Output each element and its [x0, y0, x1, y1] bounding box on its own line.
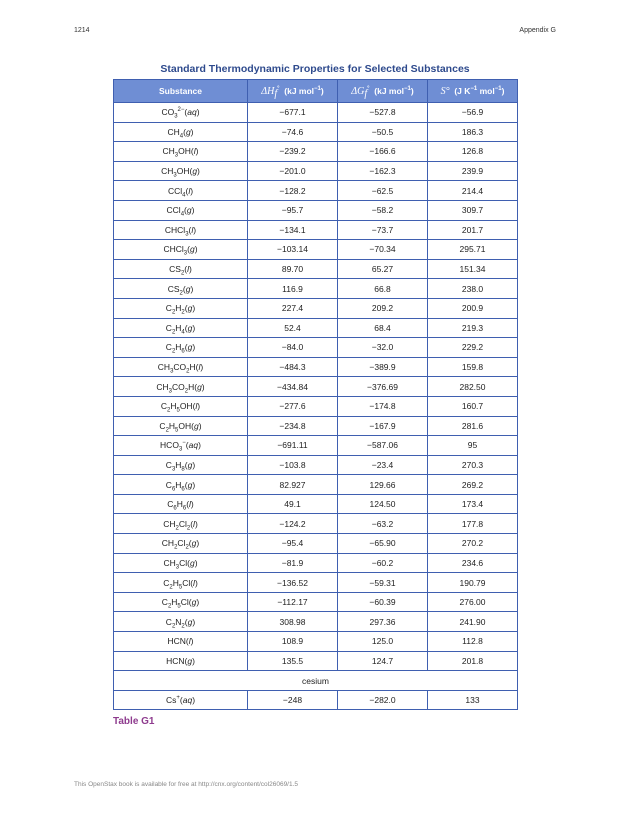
table-row	[114, 651, 518, 671]
entropy-cell: 173.4	[428, 494, 518, 514]
substance-cell: $CS_2(g)$	[114, 279, 248, 299]
gibbs-cell: 124.50	[338, 494, 428, 514]
table-title: Standard Thermodynamic Properties for Selected Substances	[160, 63, 470, 75]
section-label: cesium	[114, 671, 518, 691]
table-row	[114, 279, 518, 299]
table-caption: Table G1	[113, 716, 155, 727]
entropy-cell: 201.7	[428, 220, 518, 240]
table-row	[114, 514, 518, 534]
table-row	[114, 416, 518, 436]
enthalpy-cell: −239.2	[248, 142, 338, 162]
substance-cell: CHCl$_3$(g)	[114, 240, 248, 260]
gibbs-cell: −376.69	[338, 377, 428, 397]
enthalpy-cell: 52.4	[248, 318, 338, 338]
enthalpy-cell: −128.2	[248, 181, 338, 201]
table-row	[114, 103, 518, 123]
table-row	[114, 181, 518, 201]
substance-cell: $C_6H_6(g)$	[114, 475, 248, 495]
substance-cell: $CH_3Cl(g)$	[114, 553, 248, 573]
enthalpy-cell: 308.98	[248, 612, 338, 632]
enthalpy-cell: 227.4	[248, 298, 338, 318]
enthalpy-cell: −691.11	[248, 436, 338, 456]
entropy-cell: 270.3	[428, 455, 518, 475]
enthalpy-cell: −277.6	[248, 396, 338, 416]
entropy-cell: 133	[428, 690, 518, 710]
table-body	[114, 103, 518, 710]
enthalpy-cell: −95.7	[248, 200, 338, 220]
enthalpy-cell: −434.84	[248, 377, 338, 397]
enthalpy-cell: −103.14	[248, 240, 338, 260]
enthalpy-cell: 108.9	[248, 632, 338, 652]
gibbs-cell: 124.7	[338, 651, 428, 671]
gibbs-cell: −23.4	[338, 455, 428, 475]
thermodynamic-table	[113, 79, 518, 710]
substance-cell: $CH_3CO_2H(l)$	[114, 357, 248, 377]
table-row	[114, 553, 518, 573]
gibbs-cell: 125.0	[338, 632, 428, 652]
entropy-cell: 238.0	[428, 279, 518, 299]
column-header-enthalpy: $\Delta H_f^\circ$ (kJ mol$^{-1}$)	[248, 80, 338, 103]
enthalpy-cell: −103.8	[248, 455, 338, 475]
substance-cell: $C_2H_6(g)$	[114, 338, 248, 358]
gibbs-cell: −389.9	[338, 357, 428, 377]
table-row	[114, 632, 518, 652]
table-header-row	[114, 80, 518, 103]
substance-cell: $CH_2Cl_2(g)$	[114, 534, 248, 554]
substance-cell: $CO_3^{2-}(aq)$	[114, 103, 248, 123]
entropy-cell: 309.7	[428, 200, 518, 220]
entropy-cell: 214.4	[428, 181, 518, 201]
substance-cell: $CH_4(g)$	[114, 122, 248, 142]
enthalpy-cell: −234.8	[248, 416, 338, 436]
enthalpy-cell: −248	[248, 690, 338, 710]
table-row	[114, 396, 518, 416]
column-header-gibbs: $\Delta G_f^\circ$ (kJ mol$^{-1}$)	[338, 80, 428, 103]
column-header-substance: Substance	[114, 80, 248, 103]
gibbs-cell: −167.9	[338, 416, 428, 436]
entropy-cell: 269.2	[428, 475, 518, 495]
gibbs-cell: −62.5	[338, 181, 428, 201]
enthalpy-cell: −95.4	[248, 534, 338, 554]
entropy-cell: 160.7	[428, 396, 518, 416]
substance-cell: $CS_2(l)$	[114, 259, 248, 279]
substance-cell: Cs+(aq)	[114, 690, 248, 710]
entropy-cell: 159.8	[428, 357, 518, 377]
enthalpy-cell: −136.52	[248, 573, 338, 593]
substance-cell: $C_6H_6(l)$	[114, 494, 248, 514]
substance-cell: $C_2H_4(g)$	[114, 318, 248, 338]
page-number: 1214	[74, 27, 90, 34]
entropy-cell: 151.34	[428, 259, 518, 279]
substance-cell: CCl$_4$(g)	[114, 200, 248, 220]
table-row	[114, 494, 518, 514]
table-row	[114, 377, 518, 397]
table-row	[114, 318, 518, 338]
gibbs-cell: 66.8	[338, 279, 428, 299]
entropy-cell: 295.71	[428, 240, 518, 260]
table-section-row	[114, 671, 518, 691]
table-row	[114, 592, 518, 612]
entropy-cell: 200.9	[428, 298, 518, 318]
enthalpy-cell: 82.927	[248, 475, 338, 495]
entropy-cell: 241.90	[428, 612, 518, 632]
enthalpy-cell: 116.9	[248, 279, 338, 299]
table-row	[114, 357, 518, 377]
entropy-cell: 177.8	[428, 514, 518, 534]
gibbs-cell: −65.90	[338, 534, 428, 554]
entropy-cell: 239.9	[428, 161, 518, 181]
gibbs-cell: 297.36	[338, 612, 428, 632]
table-row	[114, 690, 518, 710]
column-header-entropy: S° (J $K^{-1}$ mol$^{-1}$)	[428, 80, 518, 103]
table-row	[114, 455, 518, 475]
appendix-label: Appendix G	[519, 27, 556, 34]
entropy-cell: 190.79	[428, 573, 518, 593]
substance-cell: $C_2H_5OH(g)$	[114, 416, 248, 436]
enthalpy-cell: −134.1	[248, 220, 338, 240]
entropy-cell: 229.2	[428, 338, 518, 358]
entropy-cell: 282.50	[428, 377, 518, 397]
gibbs-cell: 209.2	[338, 298, 428, 318]
substance-cell: CCl$_4$(l)	[114, 181, 248, 201]
entropy-cell: 219.3	[428, 318, 518, 338]
enthalpy-cell: −677.1	[248, 103, 338, 123]
enthalpy-cell: −484.3	[248, 357, 338, 377]
table-row	[114, 534, 518, 554]
gibbs-cell: −60.39	[338, 592, 428, 612]
table-row	[114, 573, 518, 593]
table-row	[114, 161, 518, 181]
enthalpy-cell: −112.17	[248, 592, 338, 612]
gibbs-cell: −63.2	[338, 514, 428, 534]
substance-cell: $C_3H_8(g)$	[114, 455, 248, 475]
substance-cell: CHCl$_3$(l)	[114, 220, 248, 240]
enthalpy-cell: −124.2	[248, 514, 338, 534]
entropy-cell: −56.9	[428, 103, 518, 123]
gibbs-cell: −58.2	[338, 200, 428, 220]
substance-cell: $C_2H_2(g)$	[114, 298, 248, 318]
table-row	[114, 436, 518, 456]
substance-cell: HCN(g)	[114, 651, 248, 671]
enthalpy-cell: −74.6	[248, 122, 338, 142]
substance-cell: HCN(l)	[114, 632, 248, 652]
gibbs-cell: −60.2	[338, 553, 428, 573]
entropy-cell: 281.6	[428, 416, 518, 436]
enthalpy-cell: −84.0	[248, 338, 338, 358]
enthalpy-cell: 49.1	[248, 494, 338, 514]
gibbs-cell: 68.4	[338, 318, 428, 338]
table-row	[114, 220, 518, 240]
gibbs-cell: −587.06	[338, 436, 428, 456]
entropy-cell: 201.8	[428, 651, 518, 671]
entropy-cell: 186.3	[428, 122, 518, 142]
entropy-cell: 95	[428, 436, 518, 456]
gibbs-cell: −162.3	[338, 161, 428, 181]
gibbs-cell: −50.5	[338, 122, 428, 142]
substance-cell: $C_2H_5Cl(l)$	[114, 573, 248, 593]
gibbs-cell: 129.66	[338, 475, 428, 495]
entropy-cell: 112.8	[428, 632, 518, 652]
table-row	[114, 142, 518, 162]
substance-cell: $HCO_3^-(aq)$	[114, 436, 248, 456]
gibbs-cell: −282.0	[338, 690, 428, 710]
substance-cell: $C_2N_2(g)$	[114, 612, 248, 632]
table-row	[114, 122, 518, 142]
table-row	[114, 612, 518, 632]
substance-cell: $CH_3CO_2H(g)$	[114, 377, 248, 397]
substance-cell: $CH_3OH(g)$	[114, 161, 248, 181]
gibbs-cell: −32.0	[338, 338, 428, 358]
substance-cell: $CH_2Cl_2(l)$	[114, 514, 248, 534]
enthalpy-cell: −81.9	[248, 553, 338, 573]
entropy-cell: 276.00	[428, 592, 518, 612]
gibbs-cell: −70.34	[338, 240, 428, 260]
enthalpy-cell: 89.70	[248, 259, 338, 279]
gibbs-cell: −527.8	[338, 103, 428, 123]
table-row	[114, 240, 518, 260]
table-row	[114, 200, 518, 220]
table-row	[114, 338, 518, 358]
enthalpy-cell: −201.0	[248, 161, 338, 181]
gibbs-cell: −59.31	[338, 573, 428, 593]
gibbs-cell: −73.7	[338, 220, 428, 240]
entropy-cell: 234.6	[428, 553, 518, 573]
gibbs-cell: −174.8	[338, 396, 428, 416]
gibbs-cell: −166.6	[338, 142, 428, 162]
table-row	[114, 298, 518, 318]
footer-note: This OpenStax book is available for free at http://cnx.org/content/col26069/1.5	[74, 781, 299, 788]
substance-cell: $C_2H_5OH(l)$	[114, 396, 248, 416]
entropy-cell: 126.8	[428, 142, 518, 162]
gibbs-cell: 65.27	[338, 259, 428, 279]
enthalpy-cell: 135.5	[248, 651, 338, 671]
table-row	[114, 259, 518, 279]
substance-cell: $CH_3OH(l)$	[114, 142, 248, 162]
entropy-cell: 270.2	[428, 534, 518, 554]
table-row	[114, 475, 518, 495]
substance-cell: $C_2H_5Cl(g)$	[114, 592, 248, 612]
